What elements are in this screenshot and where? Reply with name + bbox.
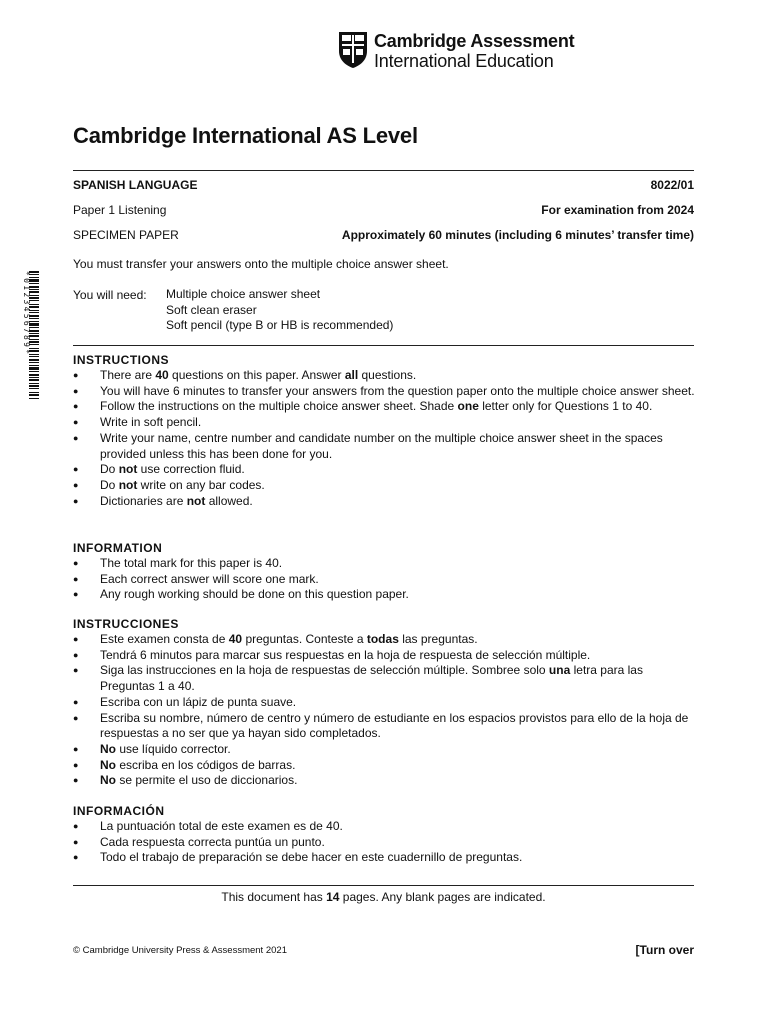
syllabus-code: 8022/01 <box>650 178 694 192</box>
you-will-need-list <box>166 287 393 334</box>
list-text: Dictionaries are <box>100 493 187 508</box>
list-item <box>73 399 698 415</box>
list-text: preguntas. Conteste a <box>242 632 367 646</box>
page-count: 14 <box>326 890 340 904</box>
paper-type: SPECIMEN PAPER <box>73 228 179 242</box>
list-item <box>73 431 698 462</box>
need-item: Soft clean eraser <box>166 302 257 317</box>
emphasis-text: all <box>344 368 359 382</box>
crest-icon <box>338 31 368 69</box>
duration: Approximately 60 minutes (including 6 minutes’ transfer time) <box>341 228 694 242</box>
information-heading: INFORMATION <box>73 541 163 555</box>
list-text: Follow the instructions on the multiple choice answer sheet. Shade <box>100 399 458 414</box>
subject-row <box>73 178 694 194</box>
list-item <box>73 415 698 431</box>
list-text: Tendrá 6 minutos para marcar sus respuestas en la hoja de respuesta de selección múltiple. <box>100 647 591 662</box>
barcode-text: *0123456789* <box>22 271 31 357</box>
paper-type-row <box>73 228 694 244</box>
list-text: Write your name, centre number and candidate number on the multiple choice answer sheet in the spaces provided unless this has been done for you. <box>100 430 663 461</box>
emphasis-text: No <box>100 757 116 772</box>
list-item <box>73 742 698 758</box>
emphasis-text: not <box>186 493 206 508</box>
list-text: questions on this paper. Answer <box>168 368 345 382</box>
need-item: Soft pencil (type B or HB is recommended) <box>166 318 394 332</box>
subject-name: SPANISH LANGUAGE <box>73 178 198 192</box>
emphasis-text: No <box>100 741 116 756</box>
pages-note <box>73 890 694 904</box>
emphasis-text: not <box>118 462 138 477</box>
instructions-section <box>73 352 698 509</box>
list-item <box>73 384 698 400</box>
emphasis-text: No <box>100 773 116 788</box>
list-item <box>73 648 698 664</box>
informacion-heading: INFORMACIÓN <box>73 804 165 818</box>
list-text: Escriba su nombre, número de centro y número de estudiante en los espacios provistos para ello de la hoja de respuestas a no ser que ya hayan sido completados. <box>100 710 689 741</box>
exam-from: For examination from 2024 <box>541 203 694 217</box>
list-item <box>73 556 698 572</box>
list-item <box>73 478 698 494</box>
you-will-need-label: You will need: <box>73 288 147 302</box>
list-item <box>73 494 698 510</box>
emphasis-text: one <box>457 399 479 414</box>
list-text: You will have 6 minutes to transfer your answers from the question paper onto the multiple choice answer sheet. <box>100 383 695 398</box>
informacion-list <box>73 819 698 866</box>
list-text: las preguntas. <box>398 632 478 646</box>
divider-bottom <box>73 885 694 886</box>
need-item: Multiple choice answer sheet <box>166 287 321 301</box>
list-text: Cada respuesta correcta puntúa un punto. <box>100 834 325 849</box>
list-text: Do <box>100 462 119 477</box>
list-text: escriba en los códigos de barras. <box>116 757 296 772</box>
pages-note-part: This document has <box>221 890 327 904</box>
emphasis-text: todas <box>366 632 399 646</box>
informacion-section <box>73 803 698 866</box>
information-list <box>73 556 698 603</box>
list-text: The total mark for this paper is 40. <box>100 556 283 570</box>
list-text: Any rough working should be done on this question paper. <box>100 587 409 602</box>
list-text: use correction fluid. <box>137 462 245 477</box>
list-item <box>73 819 698 835</box>
emphasis-text: 40 <box>228 632 243 646</box>
emphasis-text: 40 <box>155 368 169 382</box>
list-text: Siga las instrucciones en la hoja de respuestas de selección múltiple. Sombree solo <box>100 663 549 678</box>
divider-top <box>73 170 694 171</box>
list-item <box>73 711 698 742</box>
cambridge-logo <box>338 31 583 71</box>
list-item <box>73 462 698 478</box>
list-item <box>73 368 698 384</box>
brand-line-2: International Education <box>374 51 554 71</box>
list-item <box>73 632 698 648</box>
list-text: Do <box>100 477 119 492</box>
paper-row <box>73 203 694 219</box>
list-item <box>73 663 698 694</box>
turn-over: [Turn over <box>635 943 694 957</box>
list-text: Write in soft pencil. <box>100 415 202 430</box>
list-item <box>73 850 698 866</box>
list-item <box>73 572 698 588</box>
list-text: letter only for Questions 1 to 40. <box>478 399 653 414</box>
emphasis-text: una <box>548 663 571 678</box>
copyright: © Cambridge University Press & Assessment 2021 <box>73 945 287 956</box>
list-text: Each correct answer will score one mark. <box>100 571 319 586</box>
information-section <box>73 540 698 603</box>
instructions-heading: INSTRUCTIONS <box>73 353 169 367</box>
list-text: use líquido corrector. <box>116 741 231 756</box>
instrucciones-list <box>73 632 698 789</box>
list-item <box>73 835 698 851</box>
list-text: letra para las Preguntas 1 a 40. <box>100 663 643 694</box>
list-item <box>73 695 698 711</box>
list-text: Escriba con un lápiz de punta suave. <box>100 694 297 709</box>
paper-name: Paper 1 Listening <box>73 203 167 217</box>
pages-note-part: pages. Any blank pages are indicated. <box>339 890 546 904</box>
list-text: questions. <box>358 368 417 382</box>
transfer-note: You must transfer your answers onto the multiple choice answer sheet. <box>73 257 449 271</box>
instrucciones-heading: INSTRUCCIONES <box>73 617 179 631</box>
list-text: allowed. <box>205 493 253 508</box>
instructions-list <box>73 368 698 509</box>
list-text: Todo el trabajo de preparación se debe hacer en este cuadernillo de preguntas. <box>100 850 523 865</box>
list-text: There are <box>100 368 156 382</box>
list-item <box>73 758 698 774</box>
list-text: La puntuación total de este examen es de 40. <box>100 819 343 833</box>
list-text: write on any bar codes. <box>137 477 265 492</box>
emphasis-text: not <box>118 477 138 492</box>
instrucciones-section <box>73 616 698 789</box>
brand-line-1: Cambridge Assessment <box>374 31 575 51</box>
list-item <box>73 773 698 789</box>
list-text: se permite el uso de diccionarios. <box>116 773 298 788</box>
list-item <box>73 587 698 603</box>
page-title: Cambridge International AS Level <box>73 123 418 148</box>
list-text: Este examen consta de <box>100 632 229 646</box>
divider-middle <box>73 345 694 346</box>
